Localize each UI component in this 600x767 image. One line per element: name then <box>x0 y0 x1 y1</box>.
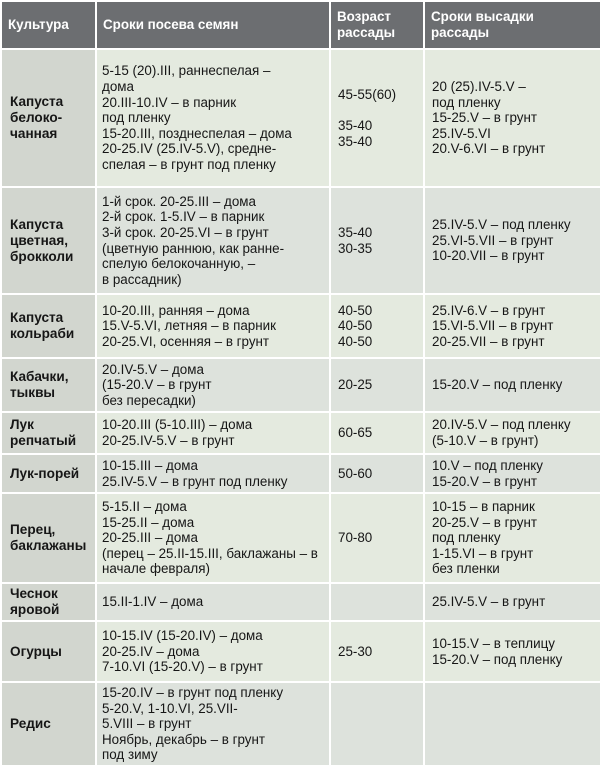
table-row <box>1 621 600 682</box>
cell-line: белоко- <box>10 110 63 125</box>
crop-cell <box>1 294 96 358</box>
age-cell <box>330 358 424 412</box>
cell-line: под пленку <box>102 110 171 126</box>
cell-line: 1-15.VI – в грунт <box>432 545 534 561</box>
cell-line: 25.IV-5.V – в грунт под пленку <box>102 473 288 489</box>
header-age: Возраст рассады <box>330 1 424 49</box>
cell-line: Капуста <box>10 310 64 325</box>
cell-line: 25.IV-5.V – в грунт <box>432 594 546 610</box>
header-planting: Сроки высадки рассады <box>424 1 600 49</box>
age-cell <box>330 493 424 583</box>
sowing-cell <box>96 294 330 358</box>
table-row <box>1 583 600 621</box>
cell-line: 70-80 <box>338 530 373 546</box>
planting-cell <box>424 412 600 454</box>
cell-line: (перец – 25.II-15.III, баклажаны – в начале февраля) <box>102 545 318 577</box>
cell-line: 15-20.V – под пленку <box>432 377 563 393</box>
cell-line: 15-20.IV – в грунт под пленку <box>102 685 284 701</box>
table-row <box>1 682 600 766</box>
cell-line: 50-60 <box>338 465 373 481</box>
crop-cell <box>1 454 96 493</box>
cell-line: 15-25.V – в грунт <box>432 110 538 126</box>
cell-line: 35-40 <box>338 118 373 133</box>
cell-line: 10-20.VII – в грунт <box>432 248 545 264</box>
cell-line: Чеснок <box>10 586 58 601</box>
sowing-cell <box>96 412 330 454</box>
cell-line: 5-20.V, 1-10.VI, 25.VII- <box>102 700 238 716</box>
table-row <box>1 412 600 454</box>
cell-line: 2-й срок. 1-5.IV – в парник <box>102 209 265 225</box>
cell-line: 15-20.V – под пленку <box>432 651 563 667</box>
cell-line: Лук <box>10 417 34 432</box>
cell-line: 10-15.III – дома <box>102 457 198 473</box>
cell-line: 25.IV-6.V – в грунт <box>432 302 546 318</box>
cell-line: без пересадки) <box>102 392 196 408</box>
cell-line: Ноябрь, декабрь – в грунт <box>102 731 265 747</box>
crop-cell <box>1 682 96 766</box>
cell-line: дома <box>102 79 134 95</box>
planting-cell <box>424 49 600 187</box>
cell-line: под пленку <box>432 94 501 110</box>
crop-cell <box>1 583 96 621</box>
cell-line: 1-й срок. 20-25.III – дома <box>102 193 256 209</box>
cell-line: спелую белокочанную, – <box>102 256 256 272</box>
sowing-cell <box>96 493 330 583</box>
cell-line: (цветную раннюю, как ранне- <box>102 240 285 256</box>
cell-line <box>430 716 595 732</box>
age-cell <box>330 294 424 358</box>
cell-line: 15-20.III, позднеспелая – дома <box>102 125 292 141</box>
cell-line <box>336 102 418 118</box>
cell-line: 10-20.III (5-10.III) – дома <box>102 417 253 433</box>
cell-line: 20-25.III – дома <box>102 530 198 546</box>
age-cell <box>330 49 424 187</box>
cell-line: 10-20.III, ранняя – дома <box>102 302 250 318</box>
cell-line: 10.V – под пленку <box>432 457 543 473</box>
cell-line: Капуста <box>10 94 64 109</box>
cell-line: под пленку <box>432 530 501 546</box>
planting-cell <box>424 454 600 493</box>
sowing-cell <box>96 682 330 766</box>
cell-line: Кабачки, <box>10 369 69 384</box>
cell-line: 5-15.II – дома <box>102 499 187 515</box>
cell-line: 20-25.IV (25.IV-5.V), средне- <box>102 141 277 157</box>
cell-line: 15.II-1.IV – дома <box>102 594 204 610</box>
cell-line: 5-15 (20).III, раннеспелая – <box>102 63 271 79</box>
cell-line: 40-50 <box>338 333 373 349</box>
planting-cell <box>424 294 600 358</box>
cell-line: без пленки <box>432 561 500 577</box>
cell-line: в рассадник) <box>102 271 182 287</box>
planting-cell <box>424 493 600 583</box>
crop-cell <box>1 493 96 583</box>
cell-line: 20-25 <box>338 377 373 393</box>
age-cell <box>330 621 424 682</box>
sowing-cell <box>96 187 330 294</box>
sowing-cell <box>96 49 330 187</box>
cell-line: Капуста <box>10 216 64 232</box>
cell-line: 25.VI-5.VII – в грунт <box>432 232 554 248</box>
cell-line: яровой <box>10 602 60 617</box>
cell-line: тыквы <box>10 385 56 400</box>
cell-line: (15-20.V – в грунт <box>102 377 212 393</box>
planting-cell <box>424 583 600 621</box>
crop-cell <box>1 412 96 454</box>
table-body <box>1 49 600 766</box>
cell-line: 20.IV-5.V – под пленку <box>432 417 571 433</box>
table-row <box>1 49 600 187</box>
cell-line: Редис <box>10 716 51 731</box>
cell-line: 20-25.IV – дома <box>102 643 200 659</box>
crop-cell <box>1 358 96 412</box>
cell-line: под зиму <box>102 747 158 763</box>
cell-line: 35-40 <box>338 224 373 240</box>
age-cell <box>330 454 424 493</box>
cell-line <box>336 594 418 610</box>
cell-line: 15.VI-5.VII – в грунт <box>432 318 554 334</box>
planting-cell <box>424 621 600 682</box>
cell-line: 7-10.VI (15-20.V) – в грунт <box>102 659 263 675</box>
sowing-cell <box>96 583 330 621</box>
planting-cell <box>424 682 600 766</box>
header-row <box>1 1 600 49</box>
table-row <box>1 187 600 294</box>
cell-line: 40-50 <box>338 302 373 318</box>
cell-line: 10-15.V – в теплицу <box>432 635 555 651</box>
cell-line: 20.V-6.VI – в грунт <box>432 141 546 157</box>
cell-line: Перец, <box>10 522 56 537</box>
table-row <box>1 454 600 493</box>
cell-line: 60-65 <box>338 425 373 441</box>
cell-line: 10-15 – в парник <box>432 499 535 515</box>
cell-line: 15-25.II – дома <box>102 514 195 530</box>
planting-cell <box>424 358 600 412</box>
table-row <box>1 358 600 412</box>
sowing-cell <box>96 358 330 412</box>
cell-line: 20-25.VI, осенняя – в грунт <box>102 333 270 349</box>
cell-line: 20-25.IV-5.V – в грунт <box>102 433 235 448</box>
cell-line: 20-25.V – в грунт <box>432 514 538 530</box>
cell-line: 35-40 <box>338 133 373 149</box>
cell-line: Огурцы <box>10 643 62 659</box>
cell-line: спелая – в грунт под пленку <box>102 156 276 172</box>
sowing-cell <box>96 454 330 493</box>
cell-line: баклажаны <box>10 538 87 553</box>
cell-line: 20.IV-5.V – дома <box>102 361 204 377</box>
table-row <box>1 294 600 358</box>
cell-line: цветная, <box>10 232 69 248</box>
age-cell <box>330 412 424 454</box>
cell-line: 40-50 <box>338 318 373 334</box>
cell-line: 20-25.VII – в грунт <box>432 333 545 349</box>
crop-cell <box>1 187 96 294</box>
age-cell <box>330 682 424 766</box>
cell-line: (5-10.V – в грунт) <box>432 433 539 448</box>
cell-line: кольраби <box>10 326 75 341</box>
cell-line: 25.IV-5.V – под пленку <box>432 217 571 233</box>
cell-line: брокколи <box>10 248 74 264</box>
cell-line: 25-30 <box>338 643 373 659</box>
cell-line: 25.IV-5.VI <box>432 125 491 141</box>
cell-line: репчатый <box>10 433 77 448</box>
crop-cell <box>1 621 96 682</box>
cell-line: чанная <box>10 126 58 141</box>
header-crop: Культура <box>1 1 96 49</box>
header-sowing: Сроки посева семян <box>96 1 330 49</box>
cell-line: 5.VIII – в грунт <box>102 716 192 732</box>
cell-line: 15.V-5.VI, летняя – в парник <box>102 318 276 334</box>
planting-cell <box>424 187 600 294</box>
cell-line: Лук-порей <box>10 465 80 481</box>
cell-line <box>336 716 418 732</box>
cell-line: 20.III-10.IV – в парник <box>102 94 237 110</box>
age-cell <box>330 583 424 621</box>
cell-line: 15-20.V – в грунт <box>432 473 538 489</box>
age-cell <box>330 187 424 294</box>
table-row <box>1 493 600 583</box>
cell-line: 3-й срок. 20-25.VI – в грунт <box>102 224 269 240</box>
crop-cell <box>1 49 96 187</box>
cell-line: 10-15.IV (15-20.IV) – дома <box>102 628 263 644</box>
sowing-cell <box>96 621 330 682</box>
cell-line: 45-55(60) <box>338 86 397 102</box>
cell-line: 20 (25).IV-5.V – <box>432 79 526 95</box>
cell-line: 30-35 <box>338 240 373 256</box>
